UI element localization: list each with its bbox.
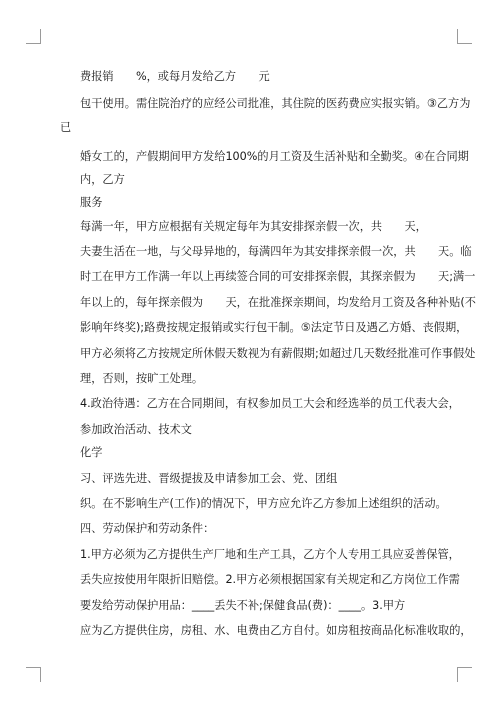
text-line: 理，否则，按旷工处理。 (80, 372, 204, 385)
crop-mark-bottom-left (26, 667, 41, 682)
text-line: 应为乙方提供住房，房租、水、电费由乙方自付。如房租按商品化标准收取的， (80, 624, 472, 637)
text-line: 服务 (80, 196, 103, 209)
text-line: 影响年终奖);路费按规定报销或实行包干制。⑤法定节日及遇乙方婚、丧假期， (80, 321, 468, 334)
text-line: 1.甲方必须为乙方提供生产厂地和生产工具，乙方个人专用工具应妥善保管， (80, 548, 460, 561)
text-line: 已 (60, 121, 72, 134)
text-line: 夫妻生活在一地，与父母异地的，每满四年为其安排探亲假一次，共 天。临 (80, 245, 472, 258)
text-line: 时工在甲方工作满一年以上再续签合同的可安排探亲假，其探亲假为 天;满一 (80, 270, 476, 283)
text-line: 要发给劳动保护用品：____丢失不补;保健食品(费)：____。3.甲方 (80, 599, 406, 612)
text-line: 每满一年，甲方应根据有关规定每年为其安排探亲假一次，共 天， (80, 220, 427, 233)
text-line: 习、评选先进、晋级提拔及申请参加工会、党、团组 (80, 472, 338, 485)
section-heading: 四、劳动保护和劳动条件： (80, 522, 215, 535)
text-line: 4.政治待遇：乙方在合同期间，有权参加员工大会和经选举的员工代表大会， (80, 397, 460, 410)
crop-mark-bottom-right (457, 667, 472, 682)
crop-mark-top-left (26, 29, 41, 44)
text-line: 婚女工的，产假期间甲方发给100%的月工资及生活补贴和全勤奖。④在合同期 (80, 150, 469, 163)
text-line: 织。在不影响生产(工作)的情况下，甲方应允许乙方参加上述组织的活动。 (80, 497, 447, 510)
text-line: 费报销 %，或每月发给乙方 元 (80, 70, 270, 83)
text-line: 参加政治活动、技术文 (80, 423, 192, 436)
crop-mark-top-right (457, 29, 472, 44)
text-line: 丢失应按使用年限折旧赔偿。2.甲方必须根据国家有关规定和乙方岗位工作需 (80, 573, 460, 586)
text-line: 甲方必须将乙方按规定所休假天数视为有薪假期;如超过几天数经批准可作事假处 (80, 347, 476, 360)
text-line: 化学 (80, 446, 103, 459)
text-line: 包干使用。需住院治疗的应经公司批准，其住院的医药费应实报实销。③乙方为 (80, 97, 471, 110)
text-line: 年以上的，每年探亲假为 天，在批准探亲期间，均发给月工资及各种补贴(不 (80, 296, 476, 309)
text-line: 内，乙方 (80, 173, 125, 186)
